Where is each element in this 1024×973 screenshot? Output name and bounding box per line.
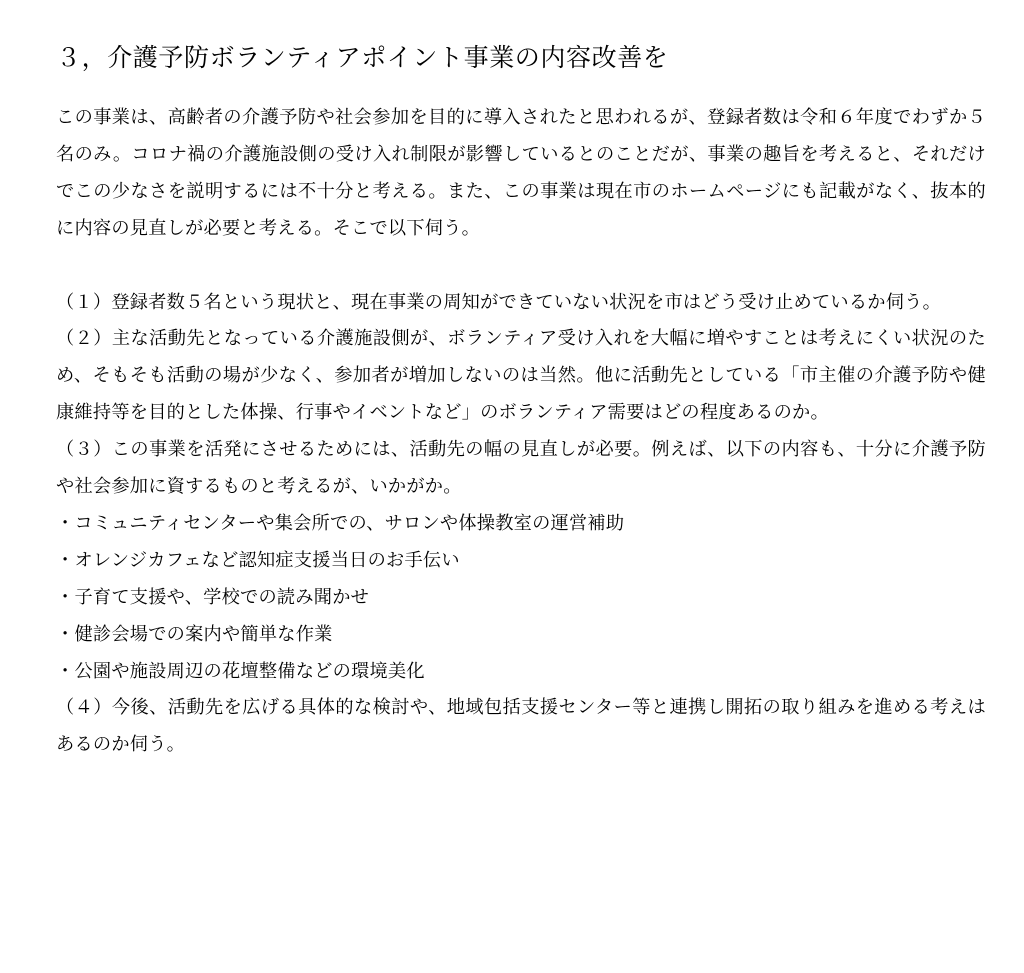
example-item: ・コミュニティセンターや集会所での、サロンや体操教室の運営補助 — [56, 512, 625, 534]
question-2: （２）主な活動先となっている介護施設側が、ボランティア受け入れを大幅に増やすことは考えにくい状況のため、そもそも活動の場が少なく、参加者が増加しないのは当然。他に活動先としている「市主催の介護予防や健康維持等を目的とした体操、行事やイベントなど」のボランティア需要はどの程度あるのか。 — [56, 328, 986, 424]
example-item: ・子育て支援や、学校での読み聞かせ — [56, 586, 370, 608]
example-list — [56, 506, 986, 691]
intro-paragraph: この事業は、高齢者の介護予防や社会参加を目的に導入されたと思われるが、登録者数は令和６年度でわずか５名のみ。コロナ禍の介護施設側の受け入れ制限が影響しているとのことだが、事業の趣旨を考えると、それだけでこの少なさを説明するには不十分と考える。また、この事業は現在市のホームページにも記載がなく、抜本的に内容の見直しが必要と考える。そこで以下伺う。 — [56, 107, 986, 239]
paragraph-spacer — [56, 248, 986, 285]
example-item: ・オレンジカフェなど認知症支援当日のお手伝い — [56, 549, 460, 571]
document-body — [56, 100, 986, 764]
example-item: ・公園や施設周辺の花壇整備などの環境美化 — [56, 660, 425, 682]
question-4: （４）今後、活動先を広げる具体的な検討や、地域包括支援センター等と連携し開拓の取り組みを進める考えはあるのか伺う。 — [56, 697, 986, 756]
section-heading: ３，介護予防ボランティアポイント事業の内容改善を — [56, 43, 669, 72]
question-1: （１）登録者数５名という現状と、現在事業の周知ができていない状況を市はどう受け止めているか伺う。 — [56, 291, 942, 313]
question-3: （３）この事業を活発にさせるためには、活動先の幅の見直しが必要。例えば、以下の内容も、十分に介護予防や社会参加に資するものと考えるが、いかがか。 — [56, 439, 986, 498]
example-item: ・健診会場での案内や簡単な作業 — [56, 623, 333, 645]
